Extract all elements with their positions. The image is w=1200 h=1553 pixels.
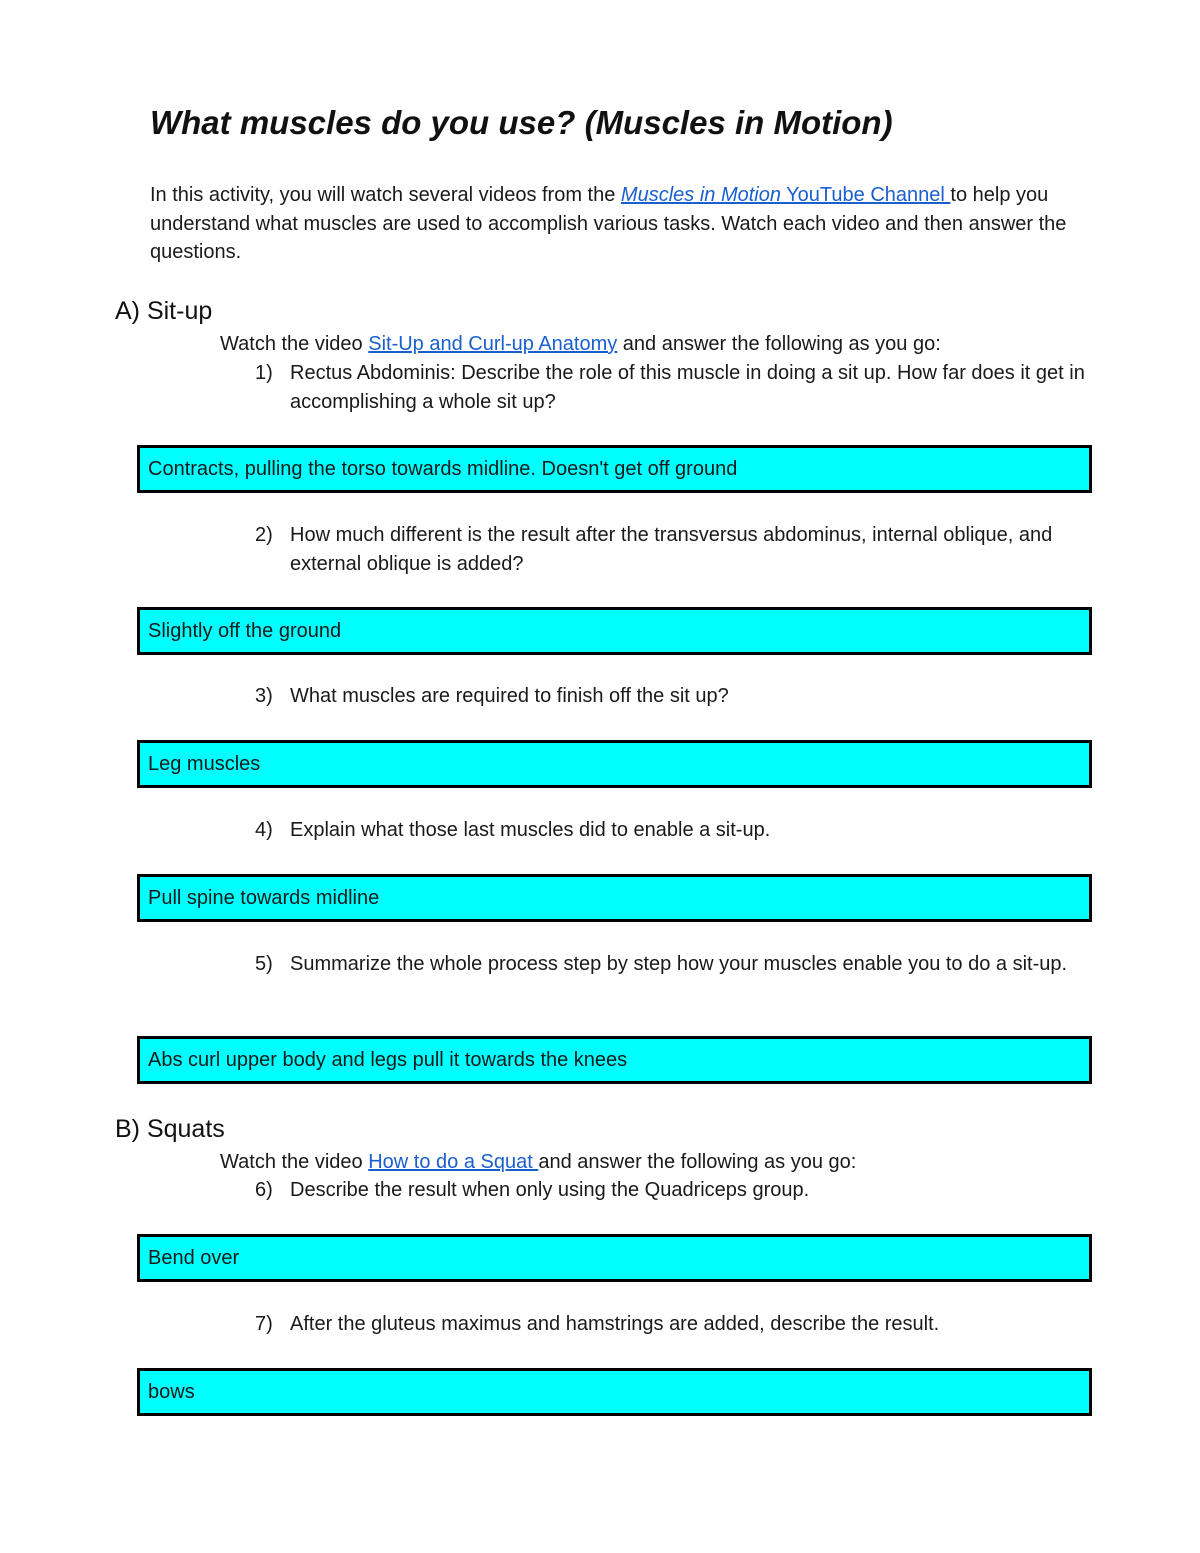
question-5 [255,950,1085,979]
watch-text-after: and answer the following as you go: [617,333,941,355]
question-text: Explain what those last muscles did to enable a sit-up. [290,819,771,841]
question-2 [255,521,1085,578]
intro-paragraph [150,181,1100,267]
watch-text-before: Watch the video [220,333,369,355]
question-number: 5) [255,953,273,975]
question-text: Rectus Abdominis: Describe the role of this muscle in doing a sit up. How far does it get in accomplishing a whole sit up? [290,362,1085,413]
channel-link-rest: YouTube Channel [780,184,951,206]
watch-instruction-squats [220,1148,856,1177]
intro-text-before: In this activity, you will watch several videos from the [150,184,621,206]
section-heading-squats: B) Squats [115,1115,225,1143]
question-1 [255,359,1085,416]
youtube-channel-link[interactable] [621,184,950,206]
intro-text-after: to help you understand what muscles are used to accomplish various tasks. Watch each video and then answer the questions. [150,184,1067,263]
page-title: What muscles do you use? (Muscles in Motion) [150,104,893,141]
answer-field-7[interactable]: bows [137,1368,1092,1416]
question-text: Summarize the whole process step by step how your muscles enable you to do a sit-up. [290,953,1068,975]
question-number: 2) [255,524,273,546]
answer-field-6[interactable]: Bend over [137,1234,1092,1282]
question-7 [255,1310,1085,1339]
watch-text-before: Watch the video [220,1151,369,1173]
watch-text-after: and answer the following as you go: [538,1151,857,1173]
question-text: How much different is the result after the transversus abdominus, internal oblique, and external oblique is added? [290,524,1053,575]
question-text: What muscles are required to finish off the sit up? [290,685,729,707]
answer-field-4[interactable]: Pull spine towards midline [137,874,1092,922]
question-4 [255,816,1085,845]
question-text: After the gluteus maximus and hamstrings are added, describe the result. [290,1313,940,1335]
answer-field-3[interactable]: Leg muscles [137,740,1092,788]
question-number: 6) [255,1179,273,1201]
answer-field-5[interactable]: Abs curl upper body and legs pull it towards the knees [137,1036,1092,1084]
section-heading-situp: A) Sit-up [115,297,213,325]
question-text: Describe the result when only using the Quadriceps group. [290,1179,810,1201]
question-number: 1) [255,362,273,384]
question-number: 3) [255,685,273,707]
answer-field-1[interactable]: Contracts, pulling the torso towards midline. Doesn't get off ground [137,445,1092,493]
question-number: 4) [255,819,273,841]
squat-video-link[interactable]: How to do a Squat [368,1151,539,1173]
question-6 [255,1176,1085,1205]
watch-instruction-situp [220,330,941,359]
answer-field-2[interactable]: Slightly off the ground [137,607,1092,655]
question-number: 7) [255,1313,273,1335]
channel-name-italic: Muscles in Motion [620,184,781,206]
question-3 [255,682,1085,711]
situp-video-link[interactable]: Sit-Up and Curl-up Anatomy [368,333,618,355]
